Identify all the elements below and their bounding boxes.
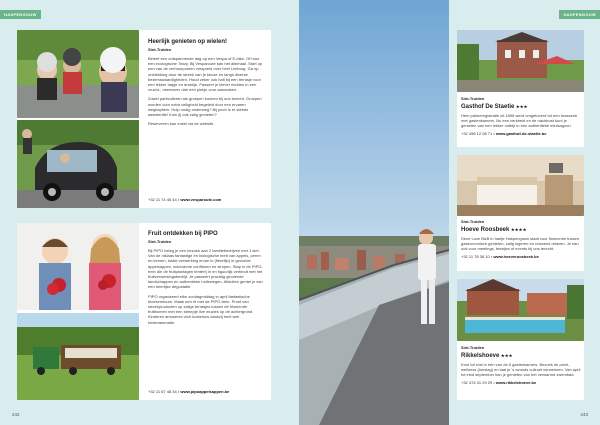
pipo-contact	[148, 389, 229, 394]
staetie-phone: +32 496 12 08 71	[461, 130, 493, 136]
region-tag: HASPENGOUW	[559, 10, 600, 19]
rikkelshoeve-stars: ★★★	[501, 353, 513, 358]
hoeve-stars: ★★★★	[511, 227, 527, 232]
rikkelshoeve-pool-photo	[457, 279, 584, 341]
staetie-text	[461, 95, 581, 136]
separator-dot: •	[493, 379, 496, 385]
page-number-right: 243	[580, 412, 588, 417]
hoeve-name: Hoeve Roosbeek	[461, 227, 510, 233]
vespa-riders-photo	[17, 30, 139, 118]
rikkelshoeve-website-link[interactable]: www.rikkelshoeve.be	[495, 379, 537, 385]
vespa-location: Sint-Truiden	[148, 47, 172, 52]
hoeve-contact	[461, 254, 581, 259]
vespa-text	[148, 39, 264, 126]
region-tag: HASPENGOUW	[0, 10, 41, 19]
separator-dot: •	[177, 389, 181, 394]
hoeve-website-link[interactable]: www.hoeveroosbeek.be	[493, 253, 539, 259]
staetie-website-link[interactable]: www.gasthof-de-staetie.be	[495, 130, 547, 136]
hoeve-title	[461, 226, 581, 234]
staetie-name: Gasthof De Staetie	[461, 104, 515, 110]
hoeve-phone: +32 11 78 36 10	[461, 253, 490, 259]
page-number-left: 242	[12, 412, 20, 417]
vespa-website-link[interactable]: www.vesparoute.com	[180, 197, 222, 202]
pipo-title: Fruit ontdekken bij PIPO	[148, 231, 218, 237]
hoeve-card	[457, 155, 584, 271]
separator-dot: •	[490, 253, 494, 259]
hoeve-text	[461, 218, 581, 259]
rikkelshoeve-location: Sint-Truiden	[461, 345, 485, 350]
pipo-paragraph-2: PIPO organiseert elke zondagmiddag in april fantastische bloesemtours. Maak een rit met de PIPO-trein. Proef van streekproducten op zalige terrasjes tussen de bloeiende fruitbomen met een streepje live muziek op de achtergrond. Kinderen amuseren zich kosteloos dankzij heel wat kinderanimatie.	[148, 293, 254, 325]
pipo-card	[17, 223, 271, 400]
rikkelshoeve-description: Kom tot rust in één van de 6 gastenkamers. Bezoek de privé-wellness (toeslag) en laat je 's avonds culinair verwennen. Van april tot eind september kan je genieten van het verwarmd zwembad.	[461, 362, 581, 378]
separator-dot: •	[177, 197, 181, 202]
pipo-train-photo	[17, 313, 139, 400]
staetie-card	[457, 30, 584, 147]
staetie-building-photo	[457, 30, 584, 92]
hoeve-bedroom-photo	[457, 155, 584, 216]
pipo-paragraph-1: Bij PIPO beleg je een bezoek aan 2 familiebedrijven met 1 stel. Van de niklaas fantastige en biologische teelt van appels, peren en kersen, totale verwerking ervan in (fierefijn) ie gezonde appelsappen, sukerarme confituren en siropen. Stap in de PIPO-trein die de fruitplantagen tentert) in en figuurlijk verbindt met het fruitverwerkingsbedrijf. Je passeert prachtig glooiende landschappen en authentieke hollewegen. Afsluiten geniet je van een heerlijke degustatie.	[148, 248, 263, 290]
vespa-paragraph-3: Reserveren kan enkel via de website.	[148, 121, 215, 127]
vespa-card	[17, 30, 271, 208]
rikkelshoeve-text	[461, 344, 581, 385]
hoeve-description: Deze Luxe B&B in hartje Haspengouw staat voor fluimonrie tussen gastronomisch genieten, zalig logeren en relaxend relaxen. Je kan ook voor meetings, feestjes of events bij ons terecht.	[461, 236, 580, 252]
left-page	[0, 0, 299, 425]
right-page	[449, 0, 600, 425]
staetie-description: Hem palmeregistratie uit 1898 werd omgetoverd tot een brasserie met gastenkamers. Nu een verkeeld en de nachtrust kunt je genieten van een lekker ontbijt in een authentieke minisagoon.	[461, 113, 578, 129]
vespa-title: Heerlijk genieten op wielen!	[148, 39, 228, 45]
vespa-phone: +32 11 74 46 44	[148, 197, 177, 202]
staetie-title	[461, 103, 581, 111]
vespa-contact	[148, 197, 221, 202]
rikkelshoeve-title	[461, 352, 581, 360]
tower-lookout-photo	[299, 0, 449, 425]
rikkelshoeve-phone: +32 474 31 29 29	[461, 379, 493, 385]
rikkelshoeve-card	[457, 279, 584, 400]
pipo-text	[148, 231, 264, 325]
hoeve-location: Sint-Truiden	[461, 219, 485, 224]
staetie-contact	[461, 131, 581, 136]
pipo-phone: +32 11 67 48 34	[148, 389, 177, 394]
separator-dot: •	[493, 130, 496, 136]
pipo-location: Sint-Truiden	[148, 239, 172, 244]
rikkelshoeve-contact	[461, 380, 581, 385]
rikkelshoeve-name: Rikkelshoeve	[461, 353, 500, 359]
staetie-location: Sint-Truiden	[461, 96, 485, 101]
twizy-car-photo	[17, 120, 139, 208]
staetie-stars: ★★★	[516, 104, 528, 109]
pipo-website-link[interactable]: www.pipoappelsappen.be	[180, 389, 230, 394]
children-fruit-photo	[17, 223, 139, 310]
vespa-paragraph-1: Beleef een ontspannende dag op een Vespa of E-bike. Of huur een ecologische Twizy. Bij Vesparoute kan het allemaal. Start op een van de verhuurpunten verspreid over heel Limburg. Ga op ontdekking door de streek van je keuze en langs diverse bezienswaardigheden. Houd zeker ook halt bij een terrasje voor een lekker hapje en drankje. Passeer je klever midden in een vrucht-, neemever dan een plekje voor aanmaken.	[148, 56, 263, 93]
vespa-paragraph-2: Zowel particulieren als groepen kunnen bij ons terecht. Groepen worden voor extra veiligheid begeleid door een ervaren wegkapitein. Hulp nodig onderweg? Bij pech is er steeds assistentie! Kom jij ook zalig genieten?	[148, 96, 262, 118]
